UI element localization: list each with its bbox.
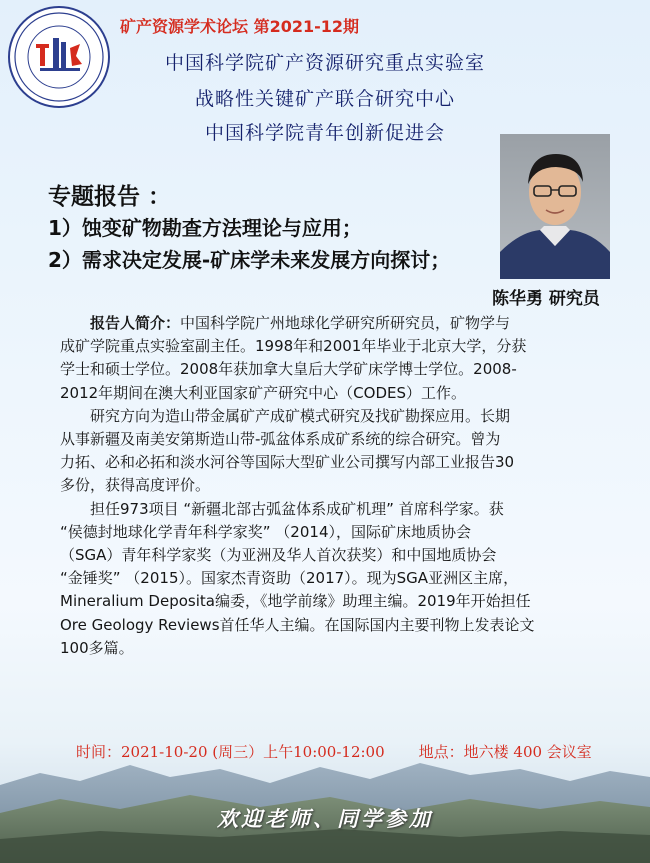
org-line-3: 中国科学院青年创新促进会 xyxy=(204,122,445,144)
forum-title: 矿产资源学术论坛 第2021-12期 xyxy=(120,17,360,36)
topic-item-2: 2）需求决定发展-矿床学未来发展方向探讨； xyxy=(48,248,451,272)
speaker-bio xyxy=(60,312,620,660)
topic-item-1: 1）蚀变矿物勘查方法理论与应用； xyxy=(48,216,362,240)
bio-line: Mineralium Deposita编委，《地学前缘》助理主编。2019年开始担任 xyxy=(60,592,531,611)
bio-line: 力拓、必和必拓和淡水河谷等国际大型矿业公司撰写内部工业报告30 xyxy=(60,453,515,472)
bio-line: 成矿学院重点实验室副主任。1998年和2001年毕业于北京大学，分获 xyxy=(60,337,527,356)
bio-line: 学士和硕士学位。2008年获加拿大皇后大学矿床学博士学位。2008- xyxy=(60,360,517,379)
speaker-photo xyxy=(500,134,610,279)
speaker-portrait-icon xyxy=(500,134,610,279)
welcome-banner: 欢迎老师、同学参加 xyxy=(217,807,433,831)
bio-line: 多份，获得高度评价。 xyxy=(60,476,211,495)
speaker-name: 陈华勇 研究员 xyxy=(492,289,600,309)
bio-line: “侯德封地球化学青年科学家奖” （2014），国际矿床地质协会 xyxy=(60,522,471,541)
bio-line: 从事新疆及南美安第斯造山带-弧盆体系成矿系统的综合研究。曾为 xyxy=(60,430,501,449)
org-line-2: 战略性关键矿产联合研究中心 xyxy=(194,88,455,110)
bio-line: Ore Geology Reviews首任华人主编。在国际国内主要刊物上发表论文 xyxy=(60,615,535,634)
bio-paragraph-3 xyxy=(60,498,620,521)
bio-line: 担任973项目 “新疆北部古弧盆体系成矿机理” 首席科学家。获 xyxy=(90,499,504,518)
bio-paragraph-1 xyxy=(60,312,620,335)
bio-lead-label: 报告人简介： xyxy=(90,314,181,332)
bio-paragraph-2 xyxy=(60,405,620,428)
bio-line: （SGA）青年科学家奖（为亚洲及华人首次获奖）和中国地质协会 xyxy=(60,546,497,565)
bio-line: 中国科学院广州地球化学研究所研究员，矿物学与 xyxy=(180,314,511,332)
bio-line: “金锤奖” （2015）。国家杰青资助（2017）。现为SGA亚洲区主席， xyxy=(60,569,519,588)
event-place: 地点：地六楼 400 会议室 xyxy=(418,743,592,761)
bio-line: 100多篇。 xyxy=(60,638,134,657)
event-time: 时间：2021-10-20 (周三）上午10:00-12:00 xyxy=(76,743,385,761)
org-line-1: 中国科学院矿产资源研究重点实验室 xyxy=(164,52,485,74)
topics-heading: 专题报告 ： xyxy=(48,184,172,210)
bio-line: 研究方向为造山带金属矿产成矿模式研究及找矿勘探应用。长期 xyxy=(90,406,511,425)
bio-line: 2012年期间在澳大利亚国家矿产研究中心（CODES）工作。 xyxy=(60,383,467,402)
